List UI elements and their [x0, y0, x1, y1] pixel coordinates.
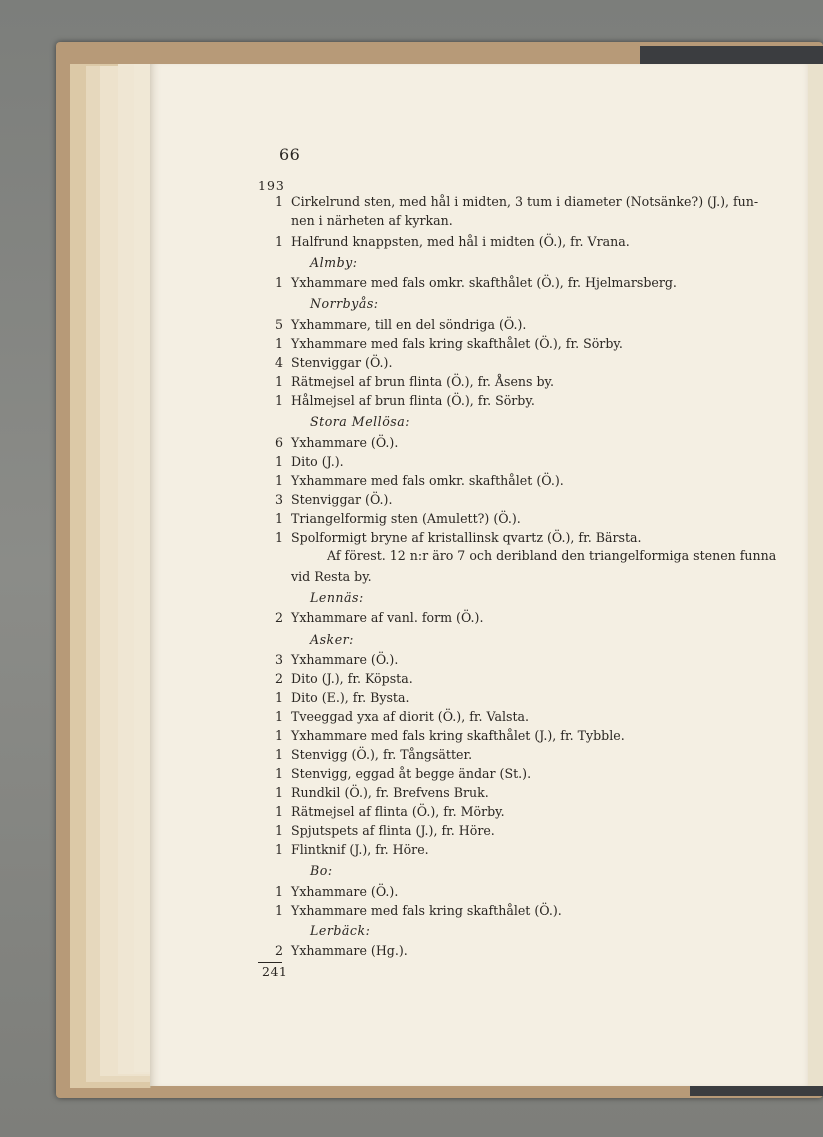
page-text [150, 0, 823, 1137]
item-description: Yxhammare med fals kring skafthålet (Ö.), fr. Sörby. [291, 336, 623, 351]
item-description: Stenviggar (Ö.). [291, 355, 393, 370]
parish-heading: Lennäs: [310, 590, 364, 605]
item-description: Hålmejsel af brun flinta (Ö.), fr. Sörby. [291, 393, 535, 408]
item-count: 3 [274, 492, 283, 507]
parish-heading: Bo: [310, 863, 333, 878]
item-description: Yxhammare med fals omkr. skafthålet (Ö.). [291, 473, 564, 488]
item-description: Cirkelrund sten, med hål i midten, 3 tum i diameter (Notsänke?) (J.), fun- [291, 194, 759, 209]
parish-heading: Lerbäck: [310, 923, 371, 938]
parish-heading: Almby: [310, 255, 358, 270]
item-description: Rundkil (Ö.), fr. Brefvens Bruk. [291, 785, 489, 800]
item-description: Yxhammare af vanl. form (Ö.). [291, 610, 484, 625]
item-description: Tveeggad yxa af diorit (Ö.), fr. Valsta. [291, 709, 530, 724]
item-count: 4 [274, 355, 283, 370]
parish-heading: Stora Mellösa: [310, 414, 411, 429]
item-description: Stenvigg, eggad åt begge ändar (St.). [291, 766, 532, 781]
parish-heading: Asker: [310, 632, 354, 647]
total-rule [258, 962, 282, 963]
item-count: 1 [274, 194, 283, 209]
item-count: 1 [274, 234, 283, 249]
item-description: Dito (J.). [291, 454, 344, 469]
continuation-line: vid Resta by. [291, 569, 372, 584]
item-description: Yxhammare, till en del söndriga (Ö.). [291, 317, 527, 332]
item-description: Yxhammare med fals kring skafthålet (J.), fr. Tybble. [291, 728, 625, 743]
item-count: 1 [274, 709, 283, 724]
note-paragraph: Af förest. 12 n:r äro 7 och deribland den triangelformiga stenen funna [327, 548, 777, 563]
item-description: Yxhammare (Hg.). [291, 943, 408, 958]
item-count: 1 [274, 275, 283, 290]
total-count: 241 [262, 964, 288, 979]
item-description: Yxhammare (Ö.). [291, 652, 399, 667]
catalogue-number: 193 [258, 178, 285, 193]
page-number: 66 [279, 145, 301, 164]
item-description: Stenvigg (Ö.), fr. Tångsätter. [291, 747, 473, 762]
item-count: 1 [274, 336, 283, 351]
item-count: 2 [274, 610, 283, 625]
item-count: 5 [274, 317, 283, 332]
item-count: 1 [274, 823, 283, 838]
item-description: Dito (J.), fr. Köpsta. [291, 671, 413, 686]
item-count: 2 [274, 671, 283, 686]
item-count: 1 [274, 884, 283, 899]
item-count: 1 [274, 473, 283, 488]
item-description: Yxhammare (Ö.). [291, 435, 399, 450]
item-count: 1 [274, 374, 283, 389]
item-count: 1 [274, 804, 283, 819]
item-count: 1 [274, 530, 283, 545]
item-count: 1 [274, 747, 283, 762]
item-description: Flintknif (J.), fr. Höre. [291, 842, 429, 857]
item-count: 1 [274, 511, 283, 526]
item-description: Yxhammare (Ö.). [291, 884, 399, 899]
item-count: 1 [274, 766, 283, 781]
item-description: Rätmejsel af flinta (Ö.), fr. Mörby. [291, 804, 505, 819]
item-count: 1 [274, 728, 283, 743]
item-description: Spolformigt bryne af kristallinsk qvartz (Ö.), fr. Bärsta. [291, 530, 642, 545]
item-count: 1 [274, 393, 283, 408]
item-count: 1 [274, 842, 283, 857]
item-description: Triangelformig sten (Amulett?) (Ö.). [291, 511, 521, 526]
item-count: 3 [274, 652, 283, 667]
item-count: 6 [274, 435, 283, 450]
item-count: 2 [274, 943, 283, 958]
item-description: Dito (E.), fr. Bysta. [291, 690, 410, 705]
item-description: Rätmejsel af brun flinta (Ö.), fr. Åsens by. [291, 374, 554, 389]
item-description: Stenviggar (Ö.). [291, 492, 393, 507]
item-count: 1 [274, 690, 283, 705]
item-count: 1 [274, 785, 283, 800]
item-count: 1 [274, 903, 283, 918]
item-description: Spjutspets af flinta (J.), fr. Höre. [291, 823, 495, 838]
item-description: Halfrund knappsten, med hål i midten (Ö.), fr. Vrana. [291, 234, 630, 249]
parish-heading: Norrbyås: [310, 296, 379, 311]
item-description: Yxhammare med fals omkr. skafthålet (Ö.), fr. Hjelmarsberg. [291, 275, 677, 290]
item-count: 1 [274, 454, 283, 469]
item-description: Yxhammare med fals kring skafthålet (Ö.). [291, 903, 562, 918]
continuation-line: nen i närheten af kyrkan. [291, 213, 453, 228]
